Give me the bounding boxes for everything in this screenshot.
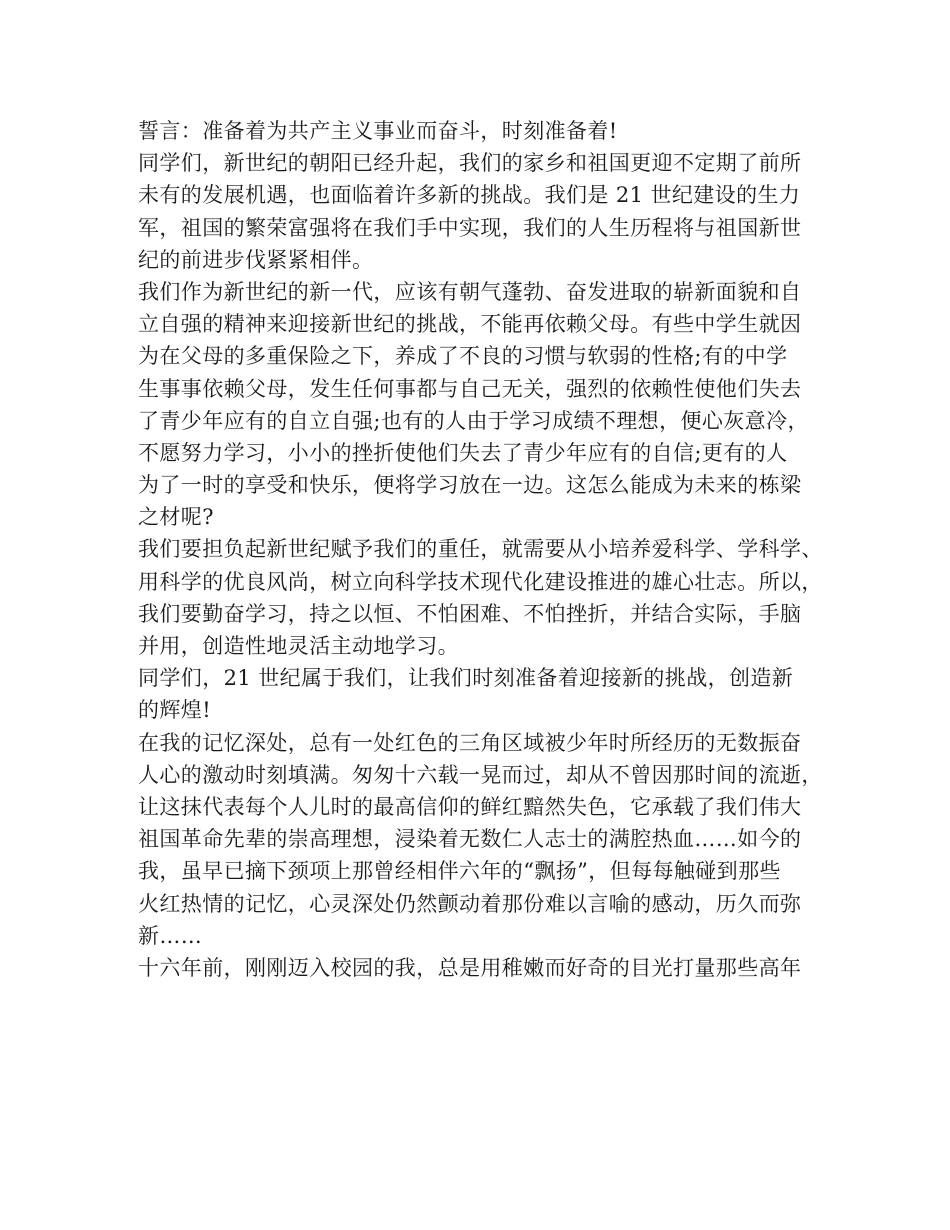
text-line: 军，祖国的繁荣富强将在我们手中实现，我们的人生历程将与祖国新世 [138,215,802,240]
text-line: 我们作为新世纪的新一代，应该有朝气蓬勃、奋发进取的崭新面貌和自 [138,279,802,304]
text-line: 立自强的精神来迎接新世纪的挑战，不能再依赖父母。有些中学生就因 [138,312,802,337]
text-line: 未有的发展机遇，也面临着许多新的挑战。我们是 21 世纪建设的生力 [138,183,801,208]
text-line: 我们要担负起新世纪赋予我们的重任，就需要从小培养爱科学、学科学、 [138,537,823,562]
text-line: 了青少年应有的自立自强;也有的人由于学习成绩不理想，便心灰意冷， [138,408,809,433]
text-line: 为了一时的享受和快乐，便将学习放在一边。这怎么能成为未来的栋梁 [138,473,802,498]
text-line: 不愿努力学习，小小的挫折使他们失去了青少年应有的自信;更有的人 [138,440,788,465]
text-line: 纪的前进步伐紧紧相伴。 [138,247,374,272]
text-line: 并用，创造性地灵活主动地学习。 [138,634,459,658]
text-line: 同学们，21 世纪属于我们，让我们时刻准备着迎接新的挑战，创造新 [138,666,794,691]
text-line: 让这抹代表每个人儿时的最高信仰的鲜红黯然失色，它承载了我们伟大 [138,794,802,819]
text-line: 十六年前，刚刚迈入校园的我，总是用稚嫩而好奇的目光打量那些高年 [138,955,802,980]
text-line: 之材呢? [138,505,214,530]
text-line: 火红热情的记忆，心灵深处仍然颤动着那份难以言喻的感动，历久而弥 [138,891,802,916]
text-line: 生事事依赖父母，发生任何事都与自己无关，强烈的依赖性使他们失去 [138,376,802,401]
text-line: 新…… [138,923,203,948]
text-line: 我，虽早已摘下颈项上那曾经相伴六年的“飘扬”，但每每触碰到那些 [138,859,781,884]
text-line: 我们要勤奋学习，持之以恒、不怕困难、不怕挫折，并结合实际，手脑 [138,601,802,626]
text-line: 同学们，新世纪的朝阳已经升起，我们的家乡和祖国更迎不定期了前所 [138,151,802,176]
text-line: 用科学的优良风尚，树立向科学技术现代化建设推进的雄心壮志。所以， [138,569,823,594]
text-line: 在我的记忆深处，总有一处红色的三角区域被少年时所经历的无数振奋 [138,730,802,755]
text-line: 祖国革命先辈的崇高理想，浸染着无数仁人志士的满腔热血……如今的 [138,827,802,852]
text-line: 人心的激动时刻填满。匆匆十六载一晃而过，却从不曾因那时间的流逝， [138,762,823,787]
text-line: 的辉煌! [138,698,212,723]
text-line: 誓言：准备着为共产主义事业而奋斗，时刻准备着! [138,119,618,143]
text-line: 为在父母的多重保险之下，养成了不良的习惯与软弱的性格;有的中学 [138,344,788,369]
